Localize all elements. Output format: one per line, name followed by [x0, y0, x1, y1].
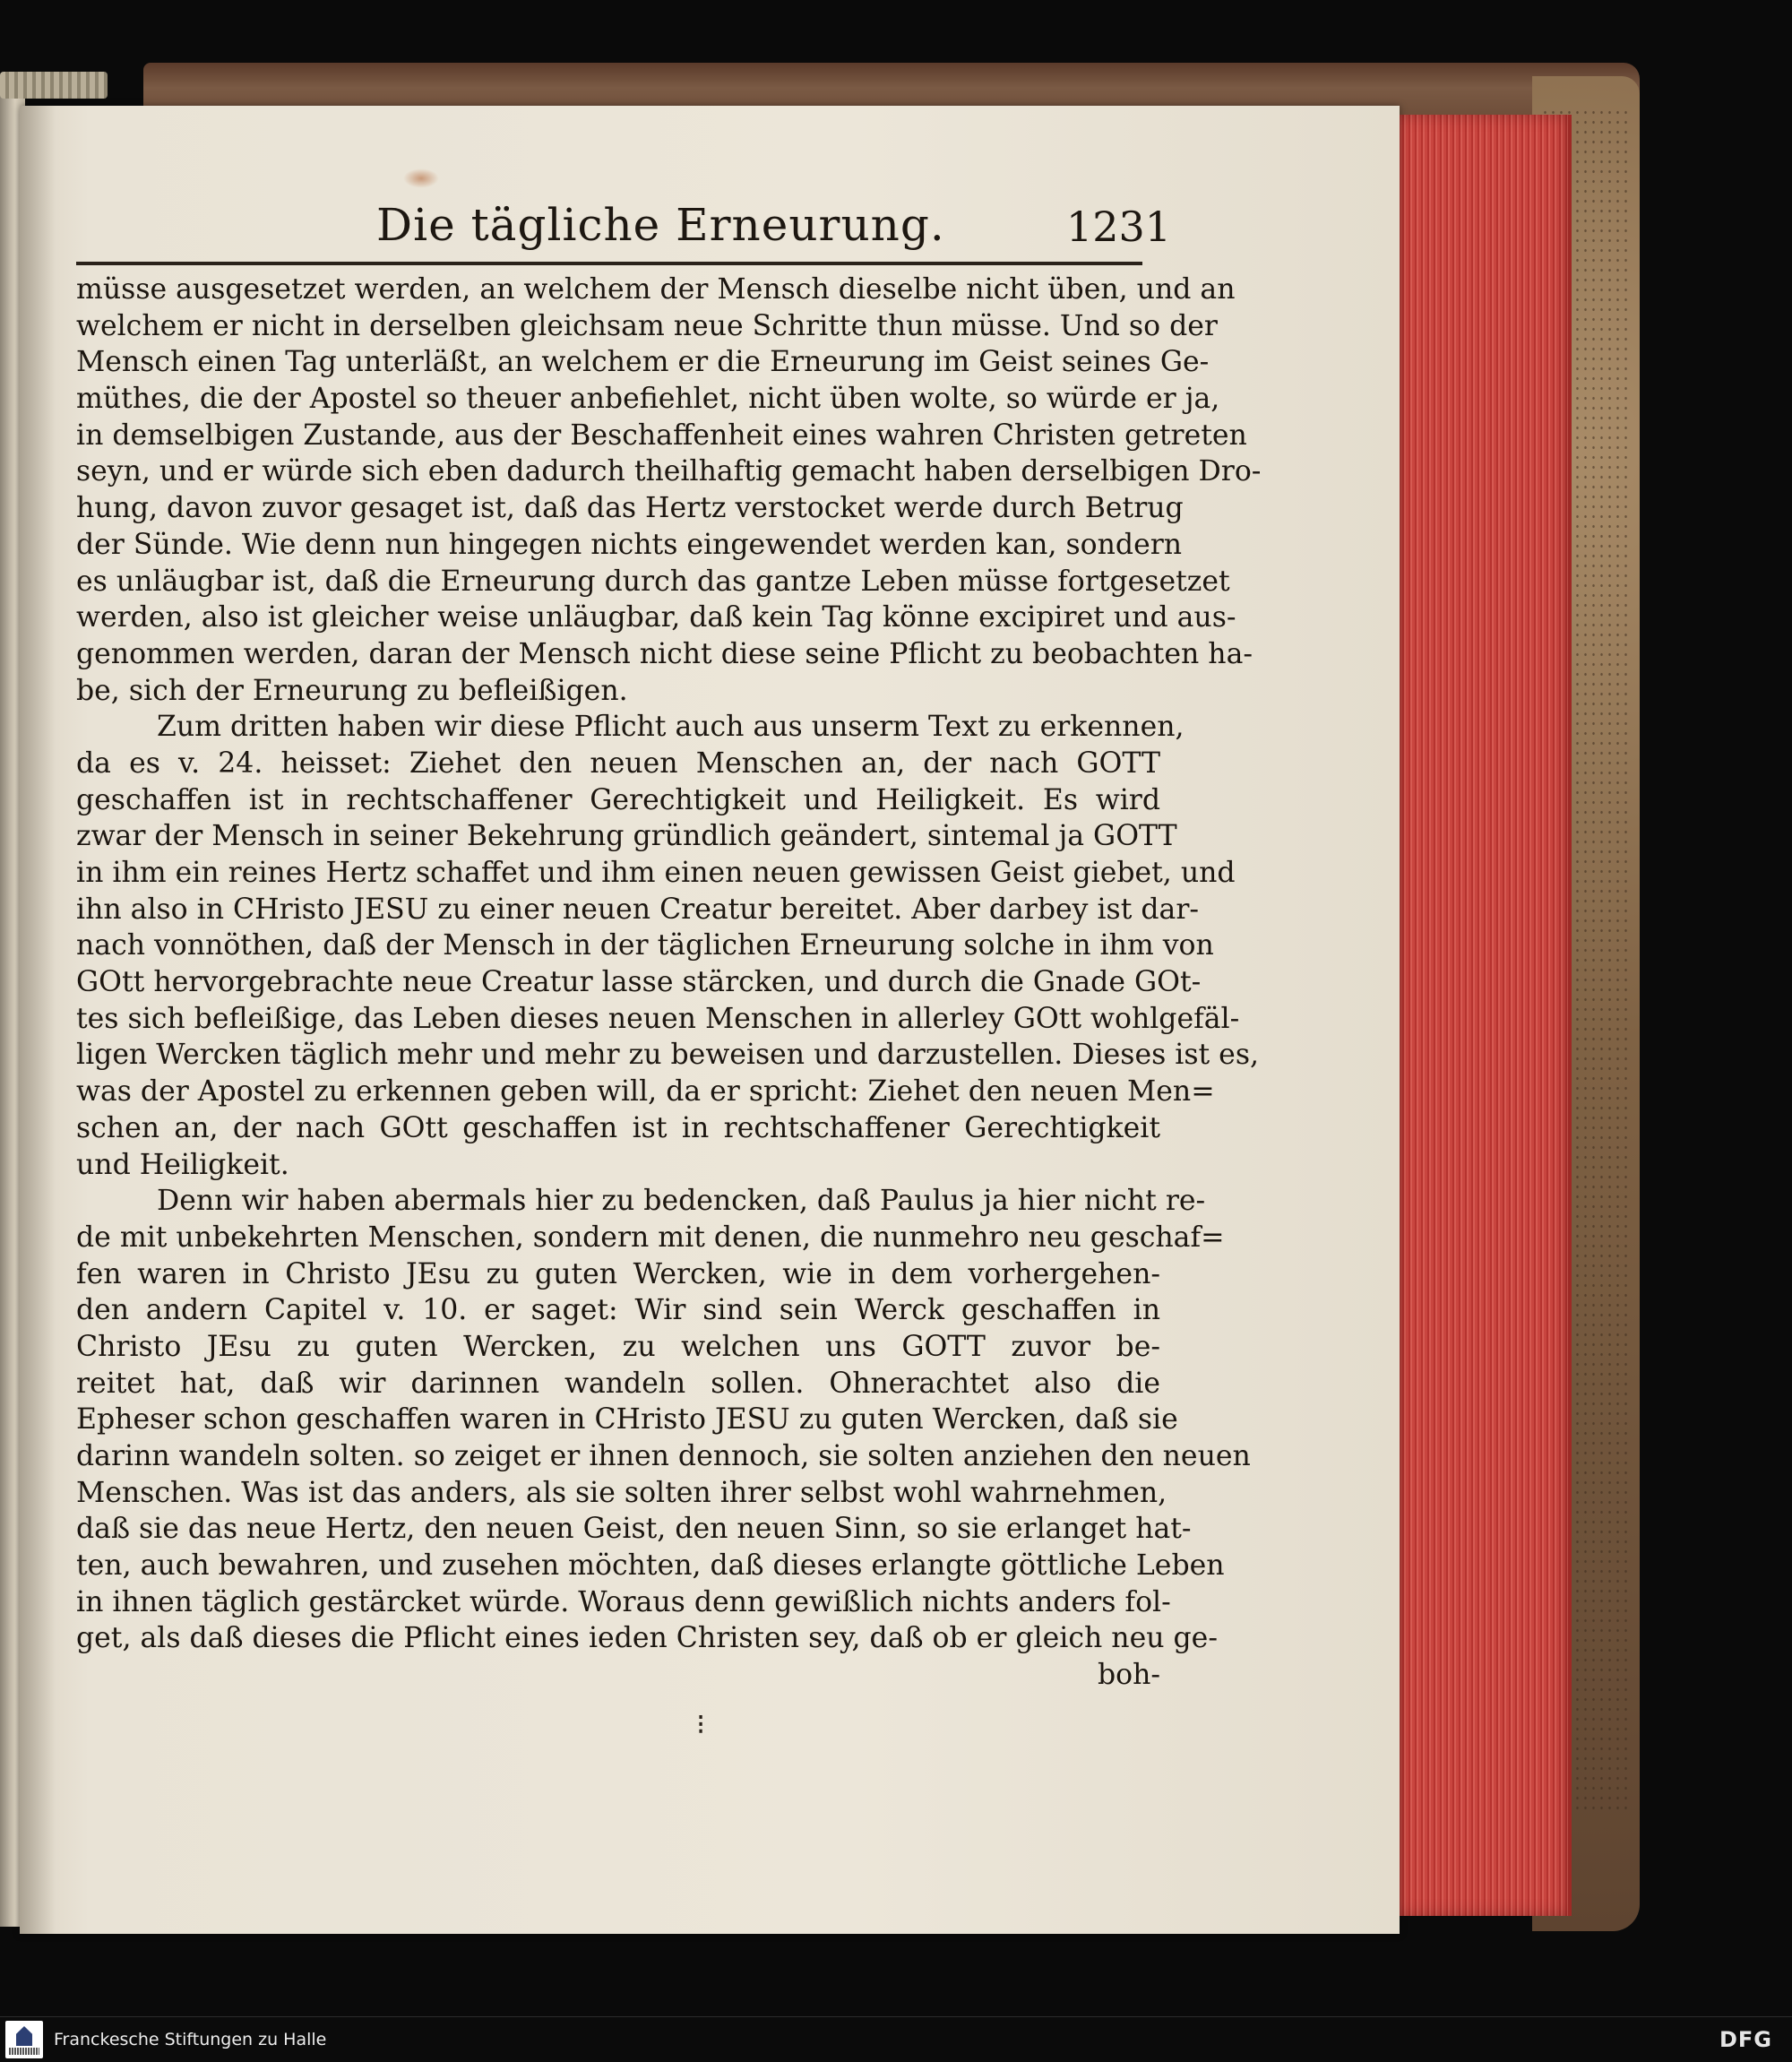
viewer-footer [0, 2016, 1792, 2062]
text-line: müsse ausgesetzet werden, an welchem der Mensch dieselbe nicht üben, und an [76, 273, 1236, 306]
page-number: 1231 [1066, 203, 1172, 251]
text-line: welchem er nicht in derselben gleichsam neue Schritte thun müsse. Und so der [76, 309, 1218, 342]
institution-logo-icon[interactable] [5, 2021, 43, 2058]
text-line: zwar der Mensch in seiner Bekehrung gründlich geändert, sintemal ja GOTT [76, 820, 1177, 853]
text-line: Mensch einen Tag unterläßt, an welchem er die Erneurung im Geist seines Ge- [76, 346, 1210, 379]
text-line: müthes, die der Apostel so theuer anbefiehlet, nicht üben wolte, so würde er ja, [76, 383, 1220, 416]
text-line: den andern Capitel v. 10. er saget: Wir sind sein Werck geschaffen in [76, 1294, 1160, 1327]
text-line: ligen Wercken täglich mehr und mehr zu beweisen und darzustellen. Dieses ist es, [76, 1039, 1260, 1072]
body-text [76, 272, 1262, 1694]
text-line: nach vonnöthen, daß der Mensch in der täglichen Erneurung solche in ihm von [76, 929, 1214, 962]
text-line: der Sünde. Wie denn nun hingegen nichts eingewendet werden kan, sondern [76, 528, 1183, 561]
running-title: Die tägliche Erneurung. [376, 199, 945, 251]
text-line: werden, also ist gleicher weise unläugbar, daß kein Tag könne excipiret und aus- [76, 601, 1236, 634]
institution-name[interactable]: Franckesche Stiftungen zu Halle [54, 2030, 327, 2049]
text-line: get, als daß dieses die Pflicht eines ieden Christen sey, daß ob er gleich neu ge- [76, 1622, 1218, 1655]
text-line: hung, davon zuvor gesaget ist, daß das Hertz verstocket werde durch Betrug [76, 492, 1184, 525]
paper-stain [403, 168, 439, 188]
text-line: de mit unbekehrten Menschen, sondern mit denen, die nunmehro neu geschaf= [76, 1221, 1225, 1254]
page-gutter-shadow [20, 106, 56, 1934]
text-line: schen an, der nach GOtt geschaffen ist in rechtschaffener Gerechtigkeit [76, 1111, 1160, 1144]
text-line: in demselbigen Zustande, aus der Beschaffenheit eines wahren Christen getreten [76, 418, 1247, 452]
text-line: tes sich befleißige, das Leben dieses neuen Menschen in allerley GOtt wohlgefäl- [76, 1002, 1240, 1035]
catchword: boh- [1097, 1659, 1160, 1692]
signature-mark: ⁝ [696, 1707, 706, 1741]
logo-lettering [9, 2048, 39, 2055]
text-line: da es v. 24. heisset: Ziehet den neuen Menschen an, der nach GOTT [76, 746, 1160, 780]
text-line: fen waren in Christo JEsu zu guten Wercken, wie in dem vorhergehen- [76, 1257, 1160, 1290]
text-line: ihn also in CHristo JESU zu einer neuen Creatur bereitet. Aber darbey ist dar- [76, 893, 1200, 926]
headband [0, 72, 108, 99]
red-fore-edge [1393, 115, 1572, 1916]
header-rule [76, 262, 1142, 265]
dfg-logo[interactable]: DFG [1719, 2027, 1772, 2052]
text-line: darinn wandeln solten. so zeiget er ihnen dennoch, sie solten anziehen den neuen [76, 1440, 1251, 1472]
text-line: genommen werden, daran der Mensch nicht diese seine Pflicht zu beobachten ha- [76, 637, 1253, 670]
text-line: Epheser schon geschaffen waren in CHristo JESU zu guten Wercken, daß sie [76, 1403, 1178, 1436]
text-line: Zum dritten haben wir diese Pflicht auch aus unserm Text zu erkennen, [157, 711, 1185, 744]
text-line: reitet hat, daß wir darinnen wandeln sollen. Ohnerachtet also die [76, 1367, 1160, 1400]
text-line: daß sie das neue Hertz, den neuen Geist, den neuen Sinn, so sie erlanget hat- [76, 1513, 1192, 1546]
text-line: ten, auch bewahren, und zusehen möchten, daß dieses erlangte göttliche Leben [76, 1549, 1225, 1583]
text-line: es unläugbar ist, daß die Erneurung durch das gantze Leben müsse fortgesetzet [76, 565, 1230, 598]
text-line: Denn wir haben abermals hier zu bedencken, daß Paulus ja hier nicht re- [157, 1185, 1206, 1218]
text-line: geschaffen ist in rechtschaffener Gerechtigkeit und Heiligkeit. Es wird [76, 783, 1160, 816]
text-line: in ihnen täglich gestärcket würde. Woraus denn gewißlich nichts anders fol- [76, 1585, 1171, 1618]
text-line: Menschen. Was ist das anders, als sie solten ihrer selbst wohl wahrnehmen, [76, 1476, 1167, 1509]
text-line: seyn, und er würde sich eben dadurch theilhaftig gemacht haben derselbigen Dro- [76, 455, 1262, 488]
text-line: in ihm ein reines Hertz schaffet und ihm einen neuen gewissen Geist giebet, und [76, 857, 1236, 889]
page-header [76, 199, 1172, 262]
text-line: was der Apostel zu erkennen geben will, da er spricht: Ziehet den neuen Men= [76, 1075, 1215, 1109]
text-line: be, sich der Erneurung zu befleißigen. [76, 674, 628, 707]
text-line: und Heiligkeit. [76, 1148, 289, 1181]
building-icon [16, 2026, 32, 2046]
text-line: GOtt hervorgebrachte neue Creatur lasse stärcken, und durch die Gnade GOt- [76, 966, 1202, 999]
text-line: Christo JEsu zu guten Wercken, zu welchen uns GOTT zuvor be- [76, 1330, 1160, 1363]
